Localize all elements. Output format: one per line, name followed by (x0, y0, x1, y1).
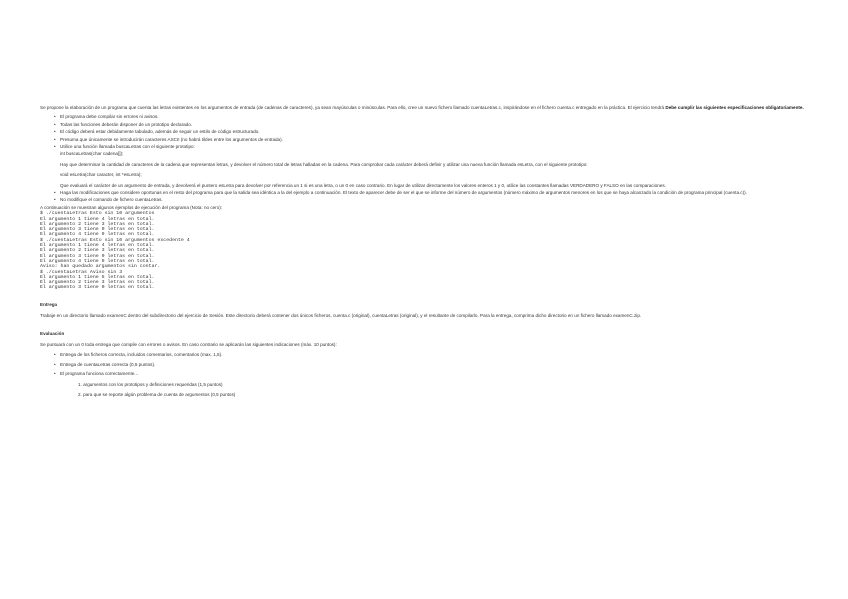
terminal-line: El argumento 4 tiene 9 letras en total. (40, 232, 155, 238)
terminal-line: El argumento 4 tiene 9 letras en total. (40, 258, 155, 264)
intro-bold-text: Debe cumplir las siguientes especificaciones obligatoriamente. (665, 105, 804, 110)
terminal-line: $ ./cuentaLetras Esto sin 10 argumentos excedente 4 (40, 237, 190, 243)
list-item-text: • Utilice una función llamada buscaLetras con el siguiente prototipo: (60, 144, 195, 150)
evaluacion-heading: Evaluación (40, 330, 65, 336)
prototype-code: void esLetra(char caracter, int *esLetra); (60, 172, 142, 178)
list-item: • Todas las funciones deberán disponer de un prototipo declarado. (54, 121, 808, 128)
terminal-output (40, 211, 808, 290)
terminal-line: $ ./cuentaLetras Esto sin 10 argumentos (40, 211, 155, 217)
list-item: • Haga las modificaciones que considere oportunas en el resto del programa para que la salida sea idéntica a la del ejemplo a continuación. El texto de aparecer debe de ser el que se informe del número de argumentos (número máximo de argumentos menores en los que se haya alcanzado la condición de programa principal (cuenta.c)). (54, 189, 808, 196)
prototype-code: int buscaLetras(char cadena[]); (60, 151, 124, 157)
evaluation-list (40, 351, 808, 398)
entrega-paragraph: Trabaje en un directorio llamado examenC dentro del subdirectorio del ejercicio de Sesión. Este directorio deberá contener dos únicos ficheros, cuenta.c (original), cuentaLetras (original), y el resultante de compilarlo. Para la entrega, comprima dicho directorio en un fichero llamado examenC.zip. (40, 313, 642, 319)
terminal-line: El argumento 3 tiene 0 letras en total. (40, 227, 155, 233)
terminal-line: El argumento 1 tiene 5 letras en total. (40, 274, 155, 280)
description-paragraph: Que evaluará el carácter de un argumento de entrada, y devolverá el puntero esLetra para devolver por referencia un 1 si es una letra, o un 0 en caso contrario. En lugar de utilizar directamente los valores enteros 1 y 0, utilice las constantes llamadas VERDADERO y FALSO en las comparaciones. (60, 182, 666, 188)
list-item: • Entrega de los ficheros correcta, incluidos comentarios, comentarios (max. 1,5). (54, 351, 808, 358)
terminal-line: El argumento 1 tiene 4 letras en total. (40, 216, 155, 222)
list-item (54, 143, 808, 189)
list-item: • No modifique el comando de fichero cuentaLetras. (54, 196, 808, 203)
sub-list-item: 1. argumentos con los prototipos y definiciones requeridas (1,5 puntos) (78, 381, 223, 387)
list-item: • El código deberá estar debidamente tabulado, además de seguir un estilo de código estructurado. (54, 128, 808, 135)
list-item: • Entrega de cuentaLetras correcta (0,5 puntos). (54, 361, 808, 368)
terminal-line: Aviso: han quedado argumentos sin contar. (40, 264, 161, 270)
sub-list-item: 2. para que se reporte algún problema de cuenta de argumentos (0,5 puntos) (78, 391, 236, 397)
list-item: • Presuma que únicamente se introducirán caracteres ASCII (no habrá tildes entre los argumentos de entrada). (54, 136, 808, 143)
terminal-line: El argumento 2 tiene 3 letras en total. (40, 221, 155, 227)
examples-intro: A continuación se muestran algunos ejemplos de ejecución del programa (Nota: no cero): (40, 204, 223, 210)
terminal-line: El argumento 3 tiene 0 letras en total. (40, 253, 155, 259)
evaluation-sublist (60, 381, 808, 399)
terminal-line: El argumento 2 tiene 3 letras en total. (40, 280, 155, 286)
list-item: • El programa debe compilar sin errores ni avisos. (54, 113, 808, 120)
terminal-line: El argumento 3 tiene 0 letras en total. (40, 285, 155, 291)
terminal-line: El argumento 2 tiene 3 letras en total. (40, 248, 155, 254)
intro-paragraph (40, 104, 808, 111)
terminal-line: $ ./cuentaLetras Aviso sin 3 (40, 269, 123, 275)
description-paragraph: Hay que determinar la cantidad de caracteres de la cadena que representan letras, y devolver el número total de letras halladas en la cadena. Para comprobar cada carácter deberá definir y utilizar una nueva función llamada esLetra, con el siguiente prototipo: (60, 161, 588, 167)
requirements-list (40, 113, 808, 203)
entrega-heading: Entrega (40, 301, 58, 307)
document-page (40, 104, 808, 398)
evaluacion-paragraph: Se puntuará con un 0 toda entrega que compile con errores o avisos. En caso contrario se aplicarán las siguientes indicaciones (máx. 10 puntos): (40, 341, 337, 347)
terminal-line: El argumento 1 tiene 4 letras en total. (40, 243, 155, 249)
list-item-text: • El programa funciona correctamente... (60, 371, 139, 377)
intro-text: Se propone la elaboración de un programa que cuenta las letras existentes en los argumentos de entrada (de cadenas de caracteres), ya sean mayúsculas o minúsculas. Para ello, cree un nuevo fichero llamado cuentaLetras.c, inspirándose en el fichero cuenta.c entregado en la práctica. El ejercicio tendrá (40, 105, 666, 110)
list-item (54, 370, 808, 398)
